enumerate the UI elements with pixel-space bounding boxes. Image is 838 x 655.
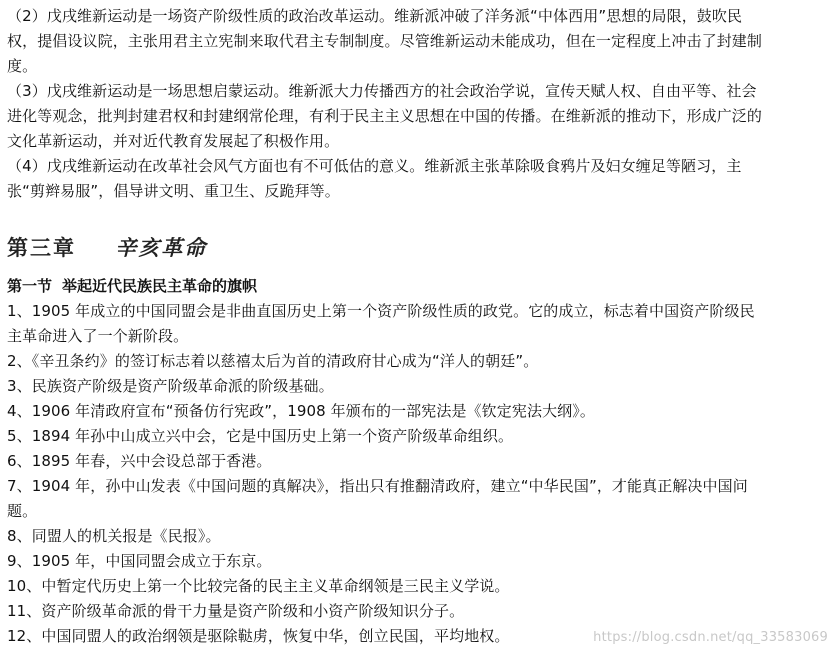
- paragraph-reform-political: （2）戊戌维新运动是一场资产阶级性质的政治改革运动。维新派冲破了洋务派“中体西用”思想的局限，鼓吹民权，提倡设议院，主张用君主立宪制来取代君主专制制度。尽管维新运动未能成功，但在一定程度上冲击了封建制度。: [7, 7, 763, 75]
- watermark-url: https://blog.csdn.net/qq_33583069: [593, 630, 828, 645]
- chapter-title: 辛亥革命: [115, 235, 208, 260]
- section-title: 举起近代民族民主革命的旗帜: [62, 277, 258, 295]
- list-item: 12、中国同盟人的政治纲领是驱除鞑虏，恢复中华，创立民国，平均地权。: [7, 627, 510, 645]
- list-item: 2、《辛丑条约》的签订标志着以慈禧太后为首的清政府甘心成为“洋人的朝廷”。: [7, 352, 539, 370]
- section-number: 第一节: [7, 277, 53, 295]
- list-item: 4、1906 年清政府宣布“预备仿行宪政”，1908 年颁布的一部宪法是《钦定宪法大纲》。: [7, 402, 595, 420]
- list-item: 11、资产阶级革命派的骨干力量是资产阶级和小资产阶级知识分子。: [7, 602, 465, 620]
- document-body: [7, 0, 767, 649]
- list-item: 3、民族资产阶级是资产阶级革命派的阶级基础。: [7, 377, 334, 395]
- list-item: 10、中暂定代历史上第一个比较完备的民主主义革命纲领是三民主义学说。: [7, 577, 510, 595]
- section-heading: [7, 274, 767, 299]
- list-item: 7、1904 年，孙中山发表《中国问题的真解决》，指出只有推翻清政府，建立“中华民国”，才能真正解决中国问题。: [7, 477, 748, 520]
- paragraph-reform-customs: （4）戊戌维新运动在改革社会风气方面也有不可低估的意义。维新派主张革除吸食鸦片及妇女缠足等陋习，主张“剪辫易服”，倡导讲文明、重卫生、反跪拜等。: [7, 157, 742, 200]
- list-item: 5、1894 年孙中山成立兴中会，它是中国历史上第一个资产阶级革命组织。: [7, 427, 514, 445]
- list-item: 1、1905 年成立的中国同盟会是非曲直国历史上第一个资产阶级性质的政党。它的成立，标志着中国资产阶级民主革命进入了一个新阶段。: [7, 302, 755, 345]
- list-item: 9、1905 年，中国同盟会成立于东京。: [7, 552, 272, 570]
- list-item: 6、1895 年春，兴中会设总部于香港。: [7, 452, 272, 470]
- chapter-heading: [7, 234, 767, 274]
- paragraph-reform-enlightenment: （3）戊戌维新运动是一场思想启蒙运动。维新派大力传播西方的社会政治学说，宣传天赋人权、自由平等、社会进化等观念，批判封建君权和封建纲常伦理，有利于民主主义思想在中国的传播。在维新派的推动下，形成广泛的文化革新运动，并对近代教育发展起了积极作用。: [7, 82, 763, 150]
- list-item: 8、同盟人的机关报是《民报》。: [7, 527, 221, 545]
- chapter-number: 第三章: [7, 235, 76, 260]
